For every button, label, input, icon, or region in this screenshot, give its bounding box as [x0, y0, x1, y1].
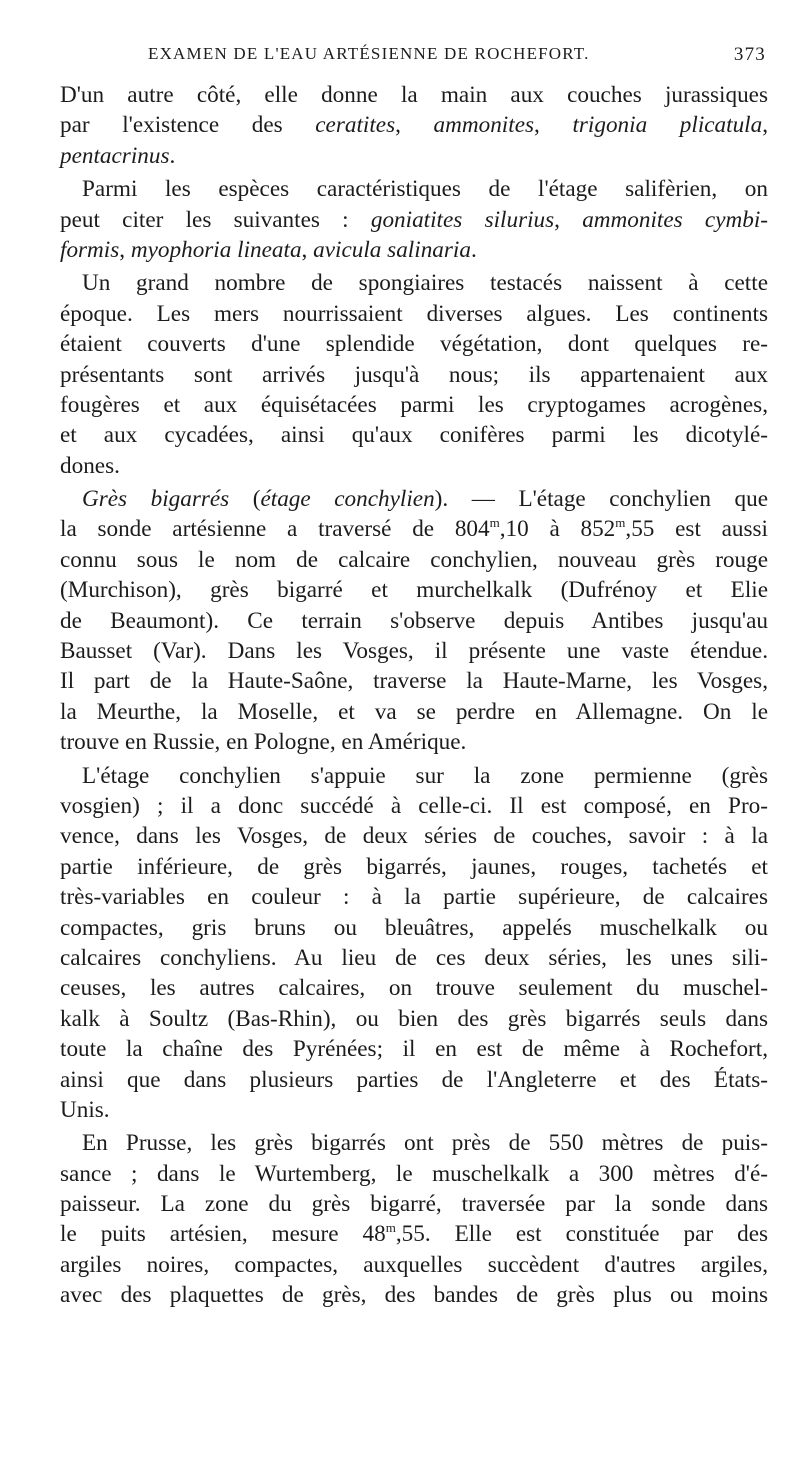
- text-line: [60, 973, 768, 1003]
- text-line: [60, 360, 768, 390]
- text-segment: de Beaumont). Ce terrain s'observe depuis Antibes jusqu'au: [60, 607, 768, 634]
- text-segment: dones.: [60, 452, 120, 479]
- text-segment: ,: [395, 112, 434, 139]
- unit-superscript: m: [489, 515, 500, 531]
- text-segment: compactes, gris bruns ou bleuâtres, appelés muschelkalk ou: [60, 914, 768, 941]
- italic-term: myophoria lineata: [130, 236, 302, 263]
- text-line: [60, 1189, 768, 1219]
- text-segment: étaient couverts d'une splendide végétation, dont quelques re-: [60, 331, 768, 358]
- text-segment: très-variables en couleur : à la partie supérieure, de calcaires: [60, 884, 768, 911]
- italic-term: ammonites cymbi-: [582, 206, 769, 233]
- text-segment: sance ; dans le Wurtemberg, le muschelkalk a 300 mètres d'é-: [60, 1160, 768, 1187]
- text-segment: par l'existence des: [60, 112, 316, 139]
- text-segment: ,: [762, 112, 769, 139]
- text-line: [60, 110, 768, 140]
- italic-term: Grès bigarrés: [82, 486, 230, 513]
- text-segment: peut citer les suivantes :: [60, 206, 371, 233]
- text-line: [60, 636, 768, 666]
- text-segment: trouve en Russie, en Pologne, en Amérique.: [60, 729, 467, 756]
- text-line: [60, 420, 768, 450]
- text-segment: paisseur. La zone du grès bigarré, traversée par la sonde dans: [60, 1191, 768, 1218]
- text-line: [60, 943, 768, 973]
- text-segment: vence, dans les Vosges, de deux séries de couches, savoir : à la: [60, 823, 768, 850]
- text-segment: argiles noires, compactes, auxquelles succèdent d'autres argiles,: [60, 1251, 768, 1278]
- running-header: [60, 38, 768, 72]
- text-segment: ,10 à 852: [499, 516, 616, 543]
- text-line: [60, 697, 768, 727]
- text-segment: présentants sont arrivés jusqu'à nous; ils appartenaient aux: [60, 361, 768, 388]
- italic-term: goniatites silurius: [370, 206, 555, 233]
- text-line: [60, 451, 768, 481]
- text-line: [60, 174, 768, 204]
- text-line: [60, 852, 768, 882]
- text-segment: (Murchison), grès bigarré et murchelkalk (Dufrénoy et Elie: [60, 577, 768, 604]
- text-segment: ,: [301, 236, 314, 263]
- text-segment: partie inférieure, de grès bigarrés, jaunes, rouges, tachetés et: [60, 853, 768, 880]
- italic-term: trigonia plicatula: [572, 112, 763, 139]
- text-line: [60, 575, 768, 605]
- text-segment: .: [470, 236, 477, 263]
- text-line: [60, 484, 768, 514]
- text-line: [60, 606, 768, 636]
- text-line: [60, 1004, 768, 1034]
- unit-superscript: m: [615, 515, 626, 531]
- text-segment: .: [169, 142, 176, 169]
- text-segment: D'un autre côté, elle donne la main aux couches jurassiques: [60, 82, 768, 108]
- text-line: [60, 666, 768, 696]
- italic-term: avicula salinaria: [313, 236, 471, 263]
- text-segment: calcaires conchyliens. Au lieu de ces deux séries, les unes sili-: [60, 944, 768, 971]
- text-segment: et aux cycadées, ainsi qu'aux conifères parmi les dicotylé-: [60, 422, 768, 449]
- text-segment: ,55 est aussi: [625, 516, 769, 543]
- text-segment: connu sous le nom de calcaire conchylien, nouveau grès rouge: [60, 546, 768, 573]
- text-line: [60, 268, 768, 298]
- text-segment: ,55. Elle est constituée par des: [395, 1221, 769, 1248]
- text-segment: fougères et aux équisétacées parmi les cryptogames acrogènes,: [60, 391, 768, 418]
- text-segment: (: [229, 486, 261, 513]
- text-line: [60, 1219, 768, 1249]
- text-segment: vosgien) ; il a donc succédé à celle-ci. Il est composé, en Pro-: [60, 792, 768, 819]
- running-title: EXAMEN DE L'EAU ARTÉSIENNE DE ROCHEFORT.: [148, 44, 590, 63]
- text-line: [60, 1159, 768, 1189]
- text-segment: Il part de la Haute-Saône, traverse la Haute-Marne, les Vosges,: [60, 668, 768, 695]
- italic-term: étage conchylien: [260, 486, 435, 513]
- text-line: [60, 882, 768, 912]
- text-segment: le puits artésien, mesure 48: [60, 1221, 386, 1248]
- paragraph: [60, 1128, 768, 1310]
- paragraph: [60, 484, 768, 758]
- text-line: [60, 205, 768, 235]
- paragraph: [60, 174, 768, 265]
- text-line: [60, 514, 768, 544]
- text-line: [60, 545, 768, 575]
- text-segment: Unis.: [60, 1096, 110, 1123]
- text-line: [60, 141, 768, 171]
- text-segment: ,: [119, 236, 131, 263]
- text-line: [60, 727, 768, 757]
- text-line: [60, 791, 768, 821]
- text-segment: ,: [554, 206, 583, 233]
- text-segment: Un grand nombre de spongiaires testacés naissent à cette: [82, 270, 768, 297]
- text-segment: la Meurthe, la Moselle, et va se perdre en Allemagne. On le: [60, 698, 768, 725]
- text-line: [60, 80, 768, 110]
- text-line: [60, 329, 768, 359]
- text-segment: kalk à Soultz (Bas-Rhin), ou bien des grès bigarrés seuls dans: [60, 1005, 768, 1032]
- text-line: [60, 821, 768, 851]
- page-number: 373: [733, 44, 766, 65]
- text-line: [60, 1095, 768, 1125]
- italic-term: ammonites: [433, 112, 535, 139]
- text-segment: ceuses, les autres calcaires, on trouve seulement du muschel-: [60, 975, 768, 1002]
- text-line: [60, 1065, 768, 1095]
- text-line: [60, 1034, 768, 1064]
- italic-term: ceratites: [315, 112, 396, 139]
- text-line: [60, 299, 768, 329]
- text-segment: ). — L'étage conchylien que: [434, 486, 768, 513]
- text-segment: Bausset (Var). Dans les Vosges, il présente une vaste étendue.: [60, 638, 768, 665]
- text-segment: Parmi les espèces caractéristiques de l'étage salifèrien, on: [82, 176, 768, 203]
- text-line: [60, 1280, 768, 1310]
- text-segment: ,: [534, 112, 573, 139]
- text-line: [60, 235, 768, 265]
- text-line: [60, 1128, 768, 1158]
- text-line: [60, 390, 768, 420]
- paragraph: [60, 761, 768, 1126]
- text-segment: avec des plaquettes de grès, des bandes de grès plus ou moins: [60, 1282, 768, 1309]
- paragraph: [60, 268, 768, 481]
- text-line: [60, 761, 768, 791]
- text-segment: L'étage conchylien s'appuie sur la zone permienne (grès: [82, 762, 768, 789]
- text-segment: époque. Les mers nourrissaient diverses algues. Les continents: [60, 300, 768, 327]
- italic-term: pentacrinus: [60, 142, 170, 169]
- text-segment: la sonde artésienne a traversé de 804: [60, 516, 490, 543]
- text-line: [60, 913, 768, 943]
- text-segment: En Prusse, les grès bigarrés ont près de 550 mètres de puis-: [82, 1130, 768, 1157]
- paragraph: [60, 80, 768, 171]
- body-text: [60, 80, 768, 1311]
- text-line: [60, 1250, 768, 1280]
- italic-term: formis: [60, 236, 120, 263]
- text-segment: toute la chaîne des Pyrénées; il en est de même à Rochefort,: [60, 1036, 768, 1063]
- unit-superscript: m: [385, 1220, 396, 1236]
- text-segment: ainsi que dans plusieurs parties de l'Angleterre et des États-: [60, 1066, 768, 1093]
